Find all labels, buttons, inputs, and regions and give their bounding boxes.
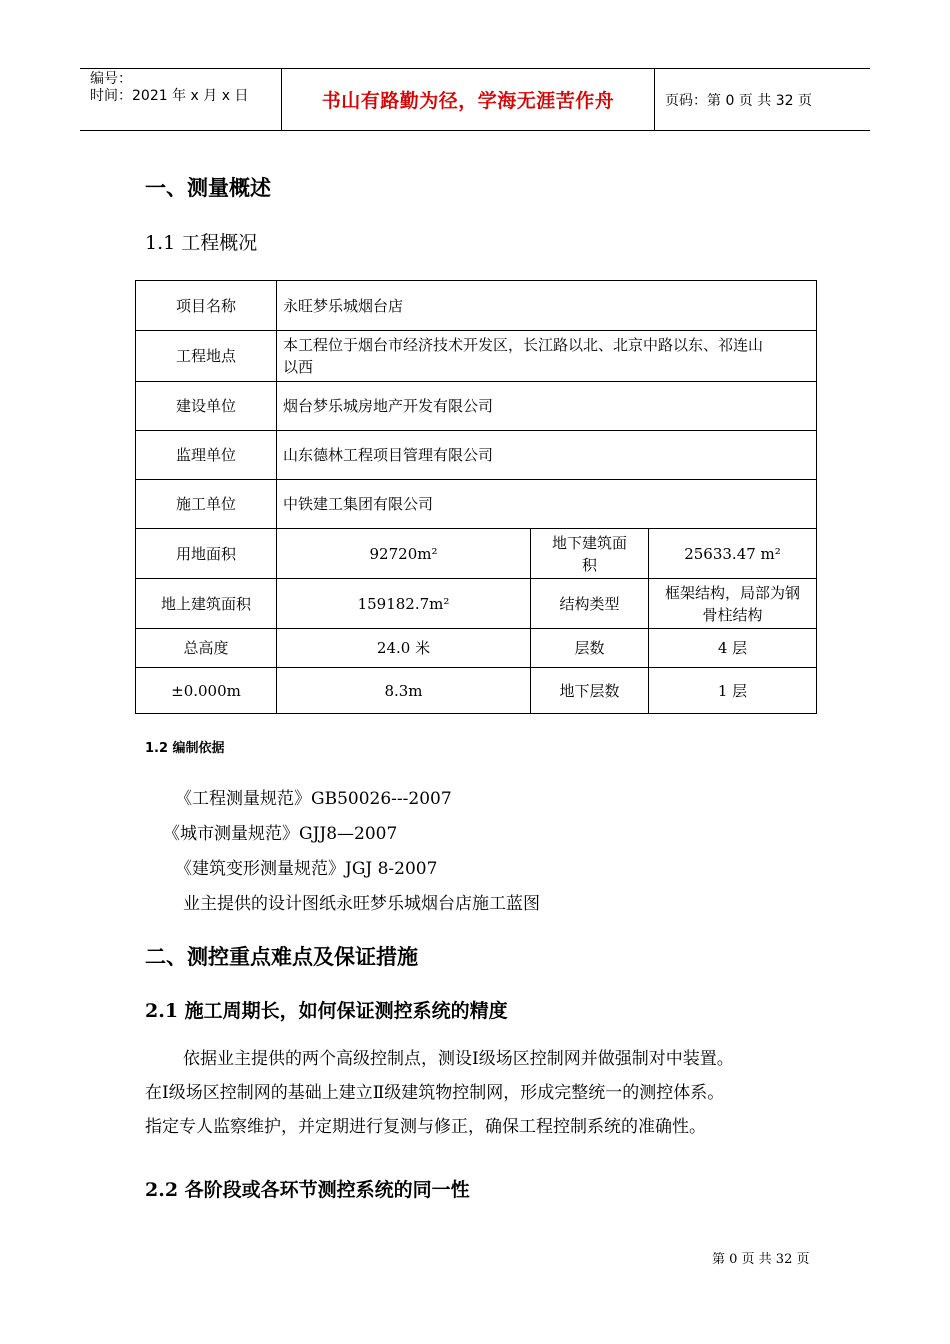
section-1-2-title: 1.2 编制依据	[145, 741, 225, 756]
reference-item: 业主提供的设计图纸永旺梦乐城烟台店施工蓝图	[183, 894, 540, 914]
project-name-value: 永旺梦乐城烟台店	[277, 281, 817, 331]
elevation-value: 8.3m	[277, 668, 531, 714]
underground-area-label	[531, 529, 649, 579]
height-value: 24.0 米	[277, 629, 531, 668]
reference-item: 《工程测量规范》GB50026---2007	[175, 789, 452, 809]
floors-value: 4 层	[649, 629, 817, 668]
builder-label: 建设单位	[136, 382, 277, 431]
above-area-label: 地上建筑面积	[136, 579, 277, 629]
table-row	[136, 529, 817, 579]
structure-label: 结构类型	[531, 579, 649, 629]
site-value-line-2: 以西	[283, 358, 314, 376]
table-row	[136, 629, 817, 668]
above-area-value: 159182.7m²	[277, 579, 531, 629]
floors-label: 层数	[531, 629, 649, 668]
structure-value	[649, 579, 817, 629]
section-2-1-paragraph	[145, 1042, 815, 1144]
site-label: 工程地点	[136, 331, 277, 382]
project-overview-table	[135, 280, 817, 714]
section-2-2-title: 2.2 各阶段或各环节测控系统的同一性	[145, 1179, 470, 1201]
underground-area-label-line-2: 积	[581, 555, 597, 574]
page-header	[80, 68, 870, 131]
section-1-1-title: 1.1 工程概况	[145, 232, 258, 254]
site-value	[277, 331, 817, 382]
land-area-value: 92720m²	[277, 529, 531, 579]
elevation-label: ±0.000m	[136, 668, 277, 714]
site-value-line-1: 本工程位于烟台市经济技术开发区，长江路以北、北京中路以东、祁连山	[283, 336, 764, 354]
structure-value-line-2: 骨柱结构	[702, 605, 763, 624]
supervisor-label: 监理单位	[136, 431, 277, 480]
section-1-title: 一、测量概述	[145, 176, 271, 200]
header-meta	[80, 69, 281, 130]
builder-value: 烟台梦乐城房地产开发有限公司	[277, 382, 817, 431]
document-number: 编号：	[90, 71, 132, 87]
basement-value: 1 层	[649, 668, 817, 714]
table-row	[136, 281, 817, 331]
reference-item: 《城市测量规范》GJJ8—2007	[163, 824, 398, 844]
contractor-value: 中铁建工集团有限公司	[277, 480, 817, 529]
height-label: 总高度	[136, 629, 277, 668]
table-row	[136, 331, 817, 382]
table-row	[136, 382, 817, 431]
land-area-label: 用地面积	[136, 529, 277, 579]
table-row	[136, 431, 817, 480]
supervisor-value: 山东德林工程项目管理有限公司	[277, 431, 817, 480]
table-row	[136, 480, 817, 529]
contractor-label: 施工单位	[136, 480, 277, 529]
project-name-label: 项目名称	[136, 281, 277, 331]
underground-area-label-line-1: 地下建筑面	[551, 533, 627, 552]
footer-page-number: 第 0 页 共 32 页	[712, 1252, 810, 1267]
paragraph-line: 指定专人监察维护，并定期进行复测与修正，确保工程控制系统的准确性。	[145, 1117, 706, 1137]
section-2-1-title: 2.1 施工周期长，如何保证测控系统的精度	[145, 1000, 508, 1022]
header-motto: 书山有路勤为径，学海无涯苦作舟	[281, 69, 655, 130]
underground-area-value: 25633.47 m²	[649, 529, 817, 579]
structure-value-line-1: 框架结构，局部为钢	[665, 583, 801, 602]
document-date: 时间：2021 年 x 月 x 日	[90, 88, 249, 104]
paragraph-line: 在Ⅰ级场区控制网的基础上建立Ⅱ级建筑物控制网，形成完整统一的测控体系。	[145, 1083, 725, 1103]
paragraph-line: 依据业主提供的两个高级控制点，测设Ⅰ级场区控制网并做强制对中装置。	[183, 1049, 734, 1069]
table-row	[136, 579, 817, 629]
section-2-title: 二、测控重点难点及保证措施	[145, 945, 418, 969]
reference-item: 《建筑变形测量规范》JGJ 8-2007	[175, 859, 438, 879]
basement-label: 地下层数	[531, 668, 649, 714]
table-row	[136, 668, 817, 714]
header-page-number: 页码：第 0 页 共 32 页	[665, 92, 812, 109]
